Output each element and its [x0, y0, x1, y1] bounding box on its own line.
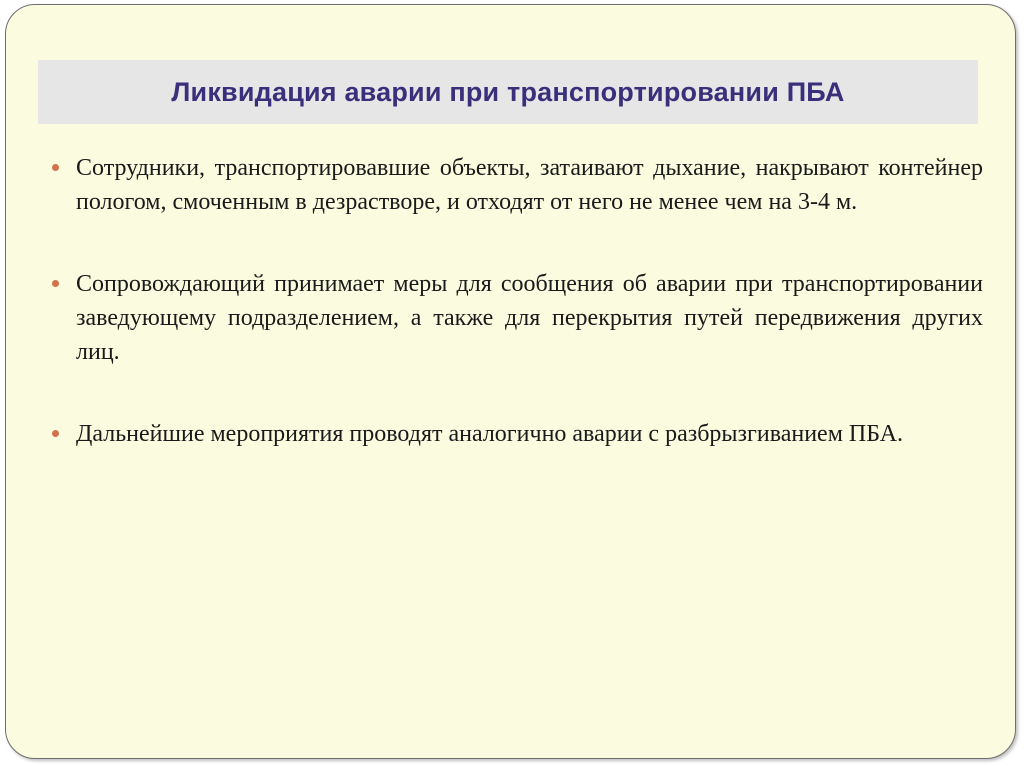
bullet-text: Сопровождающий принимает меры для сообщения об аварии при транспортировании заведующему подразделением, а также для перекрытия путей передвижения других лиц. [76, 271, 983, 365]
bullet-item [48, 417, 983, 451]
bullet-text: Дальнейшие мероприятия проводят аналогично аварии с разбрызгиванием ПБА. [76, 421, 904, 447]
bullet-item [48, 151, 983, 219]
bullet-dot-icon [52, 430, 59, 437]
bullet-dot-icon [52, 280, 59, 287]
title-bar [38, 60, 978, 124]
bullet-dot-icon [52, 164, 59, 171]
bullet-text: Сотрудники, транспортировавшие объекты, затаивают дыхание, накрывают контейнер пологом, смоченным в дезрастворе, и отходят от него не менее чем на 3-4 м. [76, 155, 983, 215]
bullet-list [48, 151, 983, 499]
slide-frame [5, 4, 1016, 759]
slide-title: Ликвидация аварии при транспортировании ПБА [171, 76, 845, 107]
bullet-item [48, 267, 983, 369]
